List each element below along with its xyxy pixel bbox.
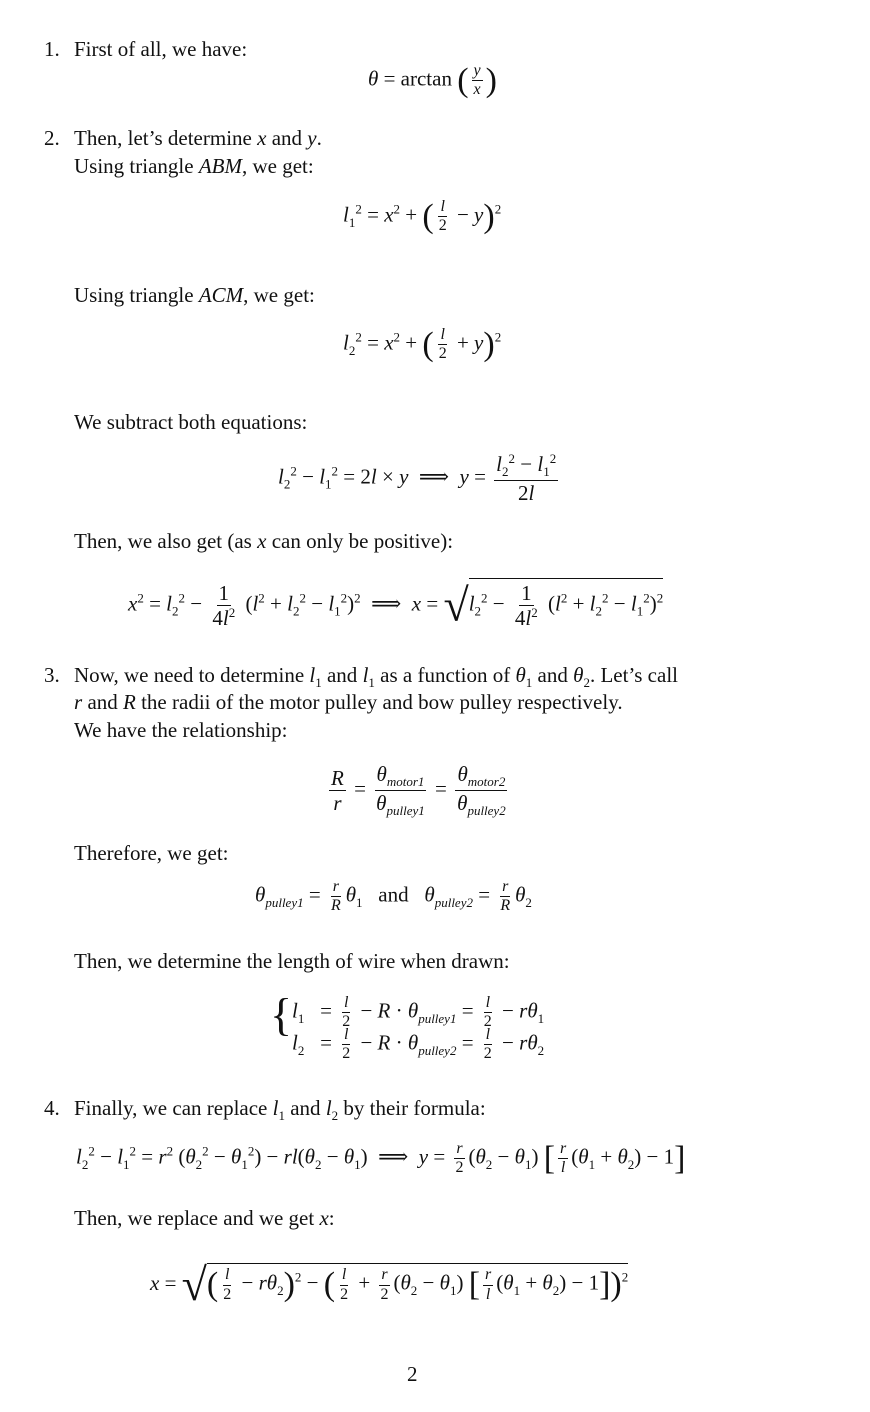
item-number-1: 1. [44, 37, 60, 61]
equation-pulley: $\theta_{pulley1}$ = $\frac{r}{R}$ $\theta_1$ and $\theta_{pulley2}$ = $\frac{r}{R}$ $\theta_2$ [255, 878, 532, 915]
text-relationship: We have the relationship: [74, 718, 288, 742]
item-number-4: 4. [44, 1096, 60, 1120]
item-text-3: Now, we need to determine $l_1$ and $l_1$ as a function of $\theta_1$ and $\theta_2$. Let’s call [74, 663, 678, 691]
text-acm: Using triangle ACM, we get: [74, 283, 315, 307]
equation-l1sq: $l_1^2 = x^2$ + ( $\frac{l}{2}$ − y)$^2$ [343, 197, 502, 235]
text-replace: Then, we replace and we get x: [74, 1206, 335, 1230]
item-text-2: Then, let’s determine x and y. [74, 126, 322, 150]
equation-ratio: $\frac{R}{r}$ = $\frac{\theta_{motor1}}{\theta_{pulley1}}$ = $\frac{\theta_{motor2}}{\theta_{pulley2}}$ [331, 762, 506, 819]
item-text-4: Finally, we can replace $l_1$ and $l_2$ by their formula: [74, 1096, 486, 1124]
equation-final-y: $l_2^2 - l_1^2 = r^2$ $(\theta_2^2 - \theta_1^2) - rl(\theta_2 - \theta_1)$ ⟹ y = $\frac{r}{2}$ $(\theta_2 - \theta_1)$ [ $\frac{r}{l}$ $(\theta_1 + \theta_2) - 1$] [76, 1139, 686, 1177]
text-wire: Then, we determine the length of wire when drawn: [74, 949, 510, 973]
equation-theta: θ = arctan ( $\frac{y}{x}$ ) [368, 61, 497, 99]
equation-ydef: $l_2^2 - l_1^2 = 2l \times y$ ⟹ y = $\frac{l_2^2 - l_1^2}{2l}$ [278, 451, 557, 506]
equation-l2sq: $l_2^2 = x^2$ + ( $\frac{l}{2}$ + y)$^2$ [343, 325, 502, 363]
page-number: 2 [407, 1362, 418, 1386]
text-subtract: We subtract both equations: [74, 410, 308, 434]
text-abm: Using triangle ABM, we get: [74, 154, 314, 178]
item-number-2: 2. [44, 126, 60, 150]
item-number-3: 3. [44, 663, 60, 687]
item-text-1: First of all, we have: [74, 37, 248, 61]
text-alsoget: Then, we also get (as x can only be positive): [74, 529, 454, 553]
text-radii: r and R the radii of the motor pulley and bow pulley respectively. [74, 690, 623, 714]
equation-xdef: $x^2 = l_2^2$ − $\frac{1}{4l^2}$ $(l^2 + l_2^2 - l_1^2)^2$ ⟹ $x = √l_2^2$ − $\frac{1}{4l^2}$ $(l^2 + l_2^2 - l_1^2)^2$ [128, 579, 664, 631]
text-therefore: Therefore, we get: [74, 841, 229, 865]
equation-final-x: x = √( $\frac{l}{2}$ − $r\theta_2)^2$ − ( $\frac{l}{2}$ + $\frac{r}{2}$ $(\theta_2 - \theta_1)$ [ $\frac{r}{l}$ $(\theta_1 + \theta_2) - 1])^2$ [150, 1259, 629, 1310]
